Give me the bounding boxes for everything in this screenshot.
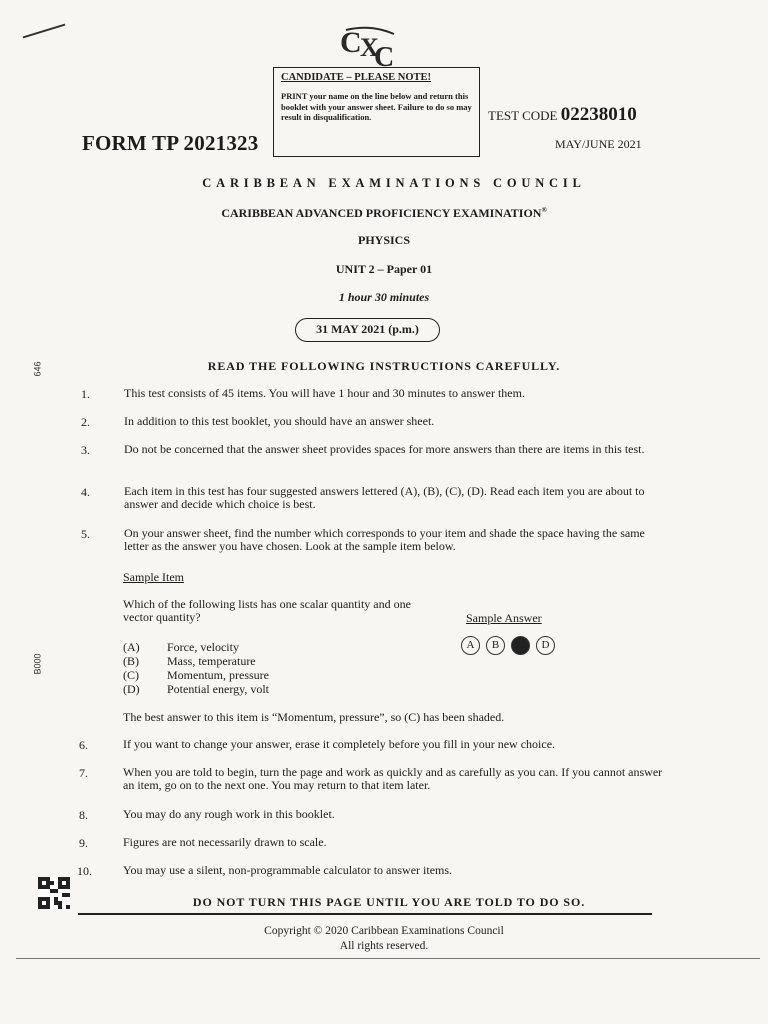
subject-title: PHYSICS bbox=[357, 233, 410, 247]
instructions-heading: READ THE FOLLOWING INSTRUCTIONS CAREFULLY. bbox=[207, 359, 561, 373]
instruction-text: You may use a silent, non-programmable calculator to answer items. bbox=[123, 863, 453, 877]
instruction-text: You may do any rough work in this booklet. bbox=[123, 807, 335, 821]
sample-option bbox=[123, 683, 269, 695]
option-letter: (A) bbox=[123, 640, 140, 654]
sample-option bbox=[123, 655, 256, 667]
instruction-number: 6. bbox=[79, 738, 88, 752]
exam-date-badge: 31 MAY 2021 (p.m.) bbox=[295, 318, 440, 342]
best-answer-note: The best answer to this item is “Momentum, pressure”, so (C) has been shaded. bbox=[123, 710, 505, 724]
instruction-text: Figures are not necessarily drawn to scale. bbox=[123, 835, 327, 849]
side-mark-top: 646 bbox=[32, 361, 43, 377]
sample-question: Which of the following lists has one scalar quantity and one vector quantity? bbox=[123, 597, 411, 624]
sample-option bbox=[123, 641, 239, 653]
svg-text:C: C bbox=[374, 42, 395, 70]
instruction-number: 2. bbox=[81, 415, 90, 429]
option-letter: (D) bbox=[123, 682, 140, 696]
instruction-text: On your answer sheet, find the number which corresponds to your item and shade the space having the same letter as the answer you have chosen. Look at the sample item below. bbox=[124, 526, 645, 553]
instruction-text: In addition to this test booklet, you should have an answer sheet. bbox=[124, 414, 435, 428]
instruction-number: 4. bbox=[81, 485, 90, 499]
sample-option bbox=[123, 669, 269, 681]
sample-item-label: Sample Item bbox=[123, 570, 184, 584]
sample-answer-bubbles bbox=[461, 636, 555, 655]
exam-duration: 1 hour 30 minutes bbox=[338, 290, 430, 304]
answer-bubble-a: A bbox=[461, 636, 480, 655]
svg-text:X: X bbox=[360, 33, 379, 62]
side-mark-bottom: B000 bbox=[32, 653, 43, 675]
pen-mark bbox=[23, 24, 66, 39]
instruction-number: 9. bbox=[79, 836, 88, 850]
option-letter: (C) bbox=[123, 668, 139, 682]
instruction-number: 7. bbox=[79, 766, 88, 780]
footer-rule bbox=[78, 913, 652, 915]
answer-bubble-c-shaded: C bbox=[511, 636, 530, 655]
option-text: Force, velocity bbox=[167, 640, 239, 654]
instruction-text: When you are told to begin, turn the page and work as quickly and as carefully as you can. If you cannot answer an item, go on to the next one. You may return to that item later. bbox=[123, 765, 663, 792]
council-name: CARIBBEAN EXAMINATIONS COUNCIL bbox=[202, 176, 586, 190]
instruction-text: Each item in this test has four suggested answers lettered (A), (B), (C), (D). Read each item you are about to answer and decide which choice is best. bbox=[124, 484, 645, 511]
instruction-text: This test consists of 45 items. You will have 1 hour and 30 minutes to answer them. bbox=[124, 386, 525, 400]
option-letter: (B) bbox=[123, 654, 139, 668]
exam-name-text: CARIBBEAN ADVANCED PROFICIENCY EXAMINATION bbox=[221, 206, 542, 220]
answer-bubble-b: B bbox=[486, 636, 505, 655]
form-number: FORM TP 2021323 bbox=[82, 131, 259, 155]
option-text: Momentum, pressure bbox=[167, 668, 269, 682]
exam-name bbox=[0, 206, 768, 221]
option-text: Potential energy, volt bbox=[167, 682, 269, 696]
instruction-text: If you want to change your answer, erase it completely before you fill in your new choice. bbox=[123, 737, 556, 751]
test-code-label: TEST CODE bbox=[488, 108, 558, 123]
instruction-number: 5. bbox=[81, 527, 90, 541]
copyright-text: Copyright © 2020 Caribbean Examinations Council bbox=[264, 925, 504, 937]
instruction-text: Do not be concerned that the answer sheet provides spaces for more answers than there are items in this test. bbox=[124, 442, 645, 456]
instruction-number: 8. bbox=[79, 808, 88, 822]
page-edge-line bbox=[16, 958, 760, 959]
test-code bbox=[488, 104, 637, 126]
instruction-number: 3. bbox=[81, 443, 90, 457]
instruction-number: 10. bbox=[77, 864, 92, 878]
registered-mark: ® bbox=[541, 206, 547, 214]
answer-bubble-d: D bbox=[536, 636, 555, 655]
cxc-logo-icon bbox=[336, 22, 406, 70]
svg-text:C: C bbox=[340, 26, 362, 59]
candidate-notice-box bbox=[273, 67, 480, 157]
unit-title: UNIT 2 – Paper 01 bbox=[335, 262, 433, 276]
test-code-value: 02238010 bbox=[560, 104, 637, 125]
option-text: Mass, temperature bbox=[167, 654, 256, 668]
notice-title: CANDIDATE – PLEASE NOTE! bbox=[281, 72, 432, 83]
sample-answer-label: Sample Answer bbox=[466, 611, 542, 625]
do-not-turn-warning: DO NOT TURN THIS PAGE UNTIL YOU ARE TOLD TO DO SO. bbox=[192, 895, 586, 909]
rights-text: All rights reserved. bbox=[339, 940, 429, 952]
notice-body: PRINT your name on the line below and return this booklet with your answer sheet. Failure to do so may result in disqualification. bbox=[281, 91, 472, 122]
instruction-number: 1. bbox=[81, 387, 90, 401]
exam-session: MAY/JUNE 2021 bbox=[555, 137, 642, 151]
